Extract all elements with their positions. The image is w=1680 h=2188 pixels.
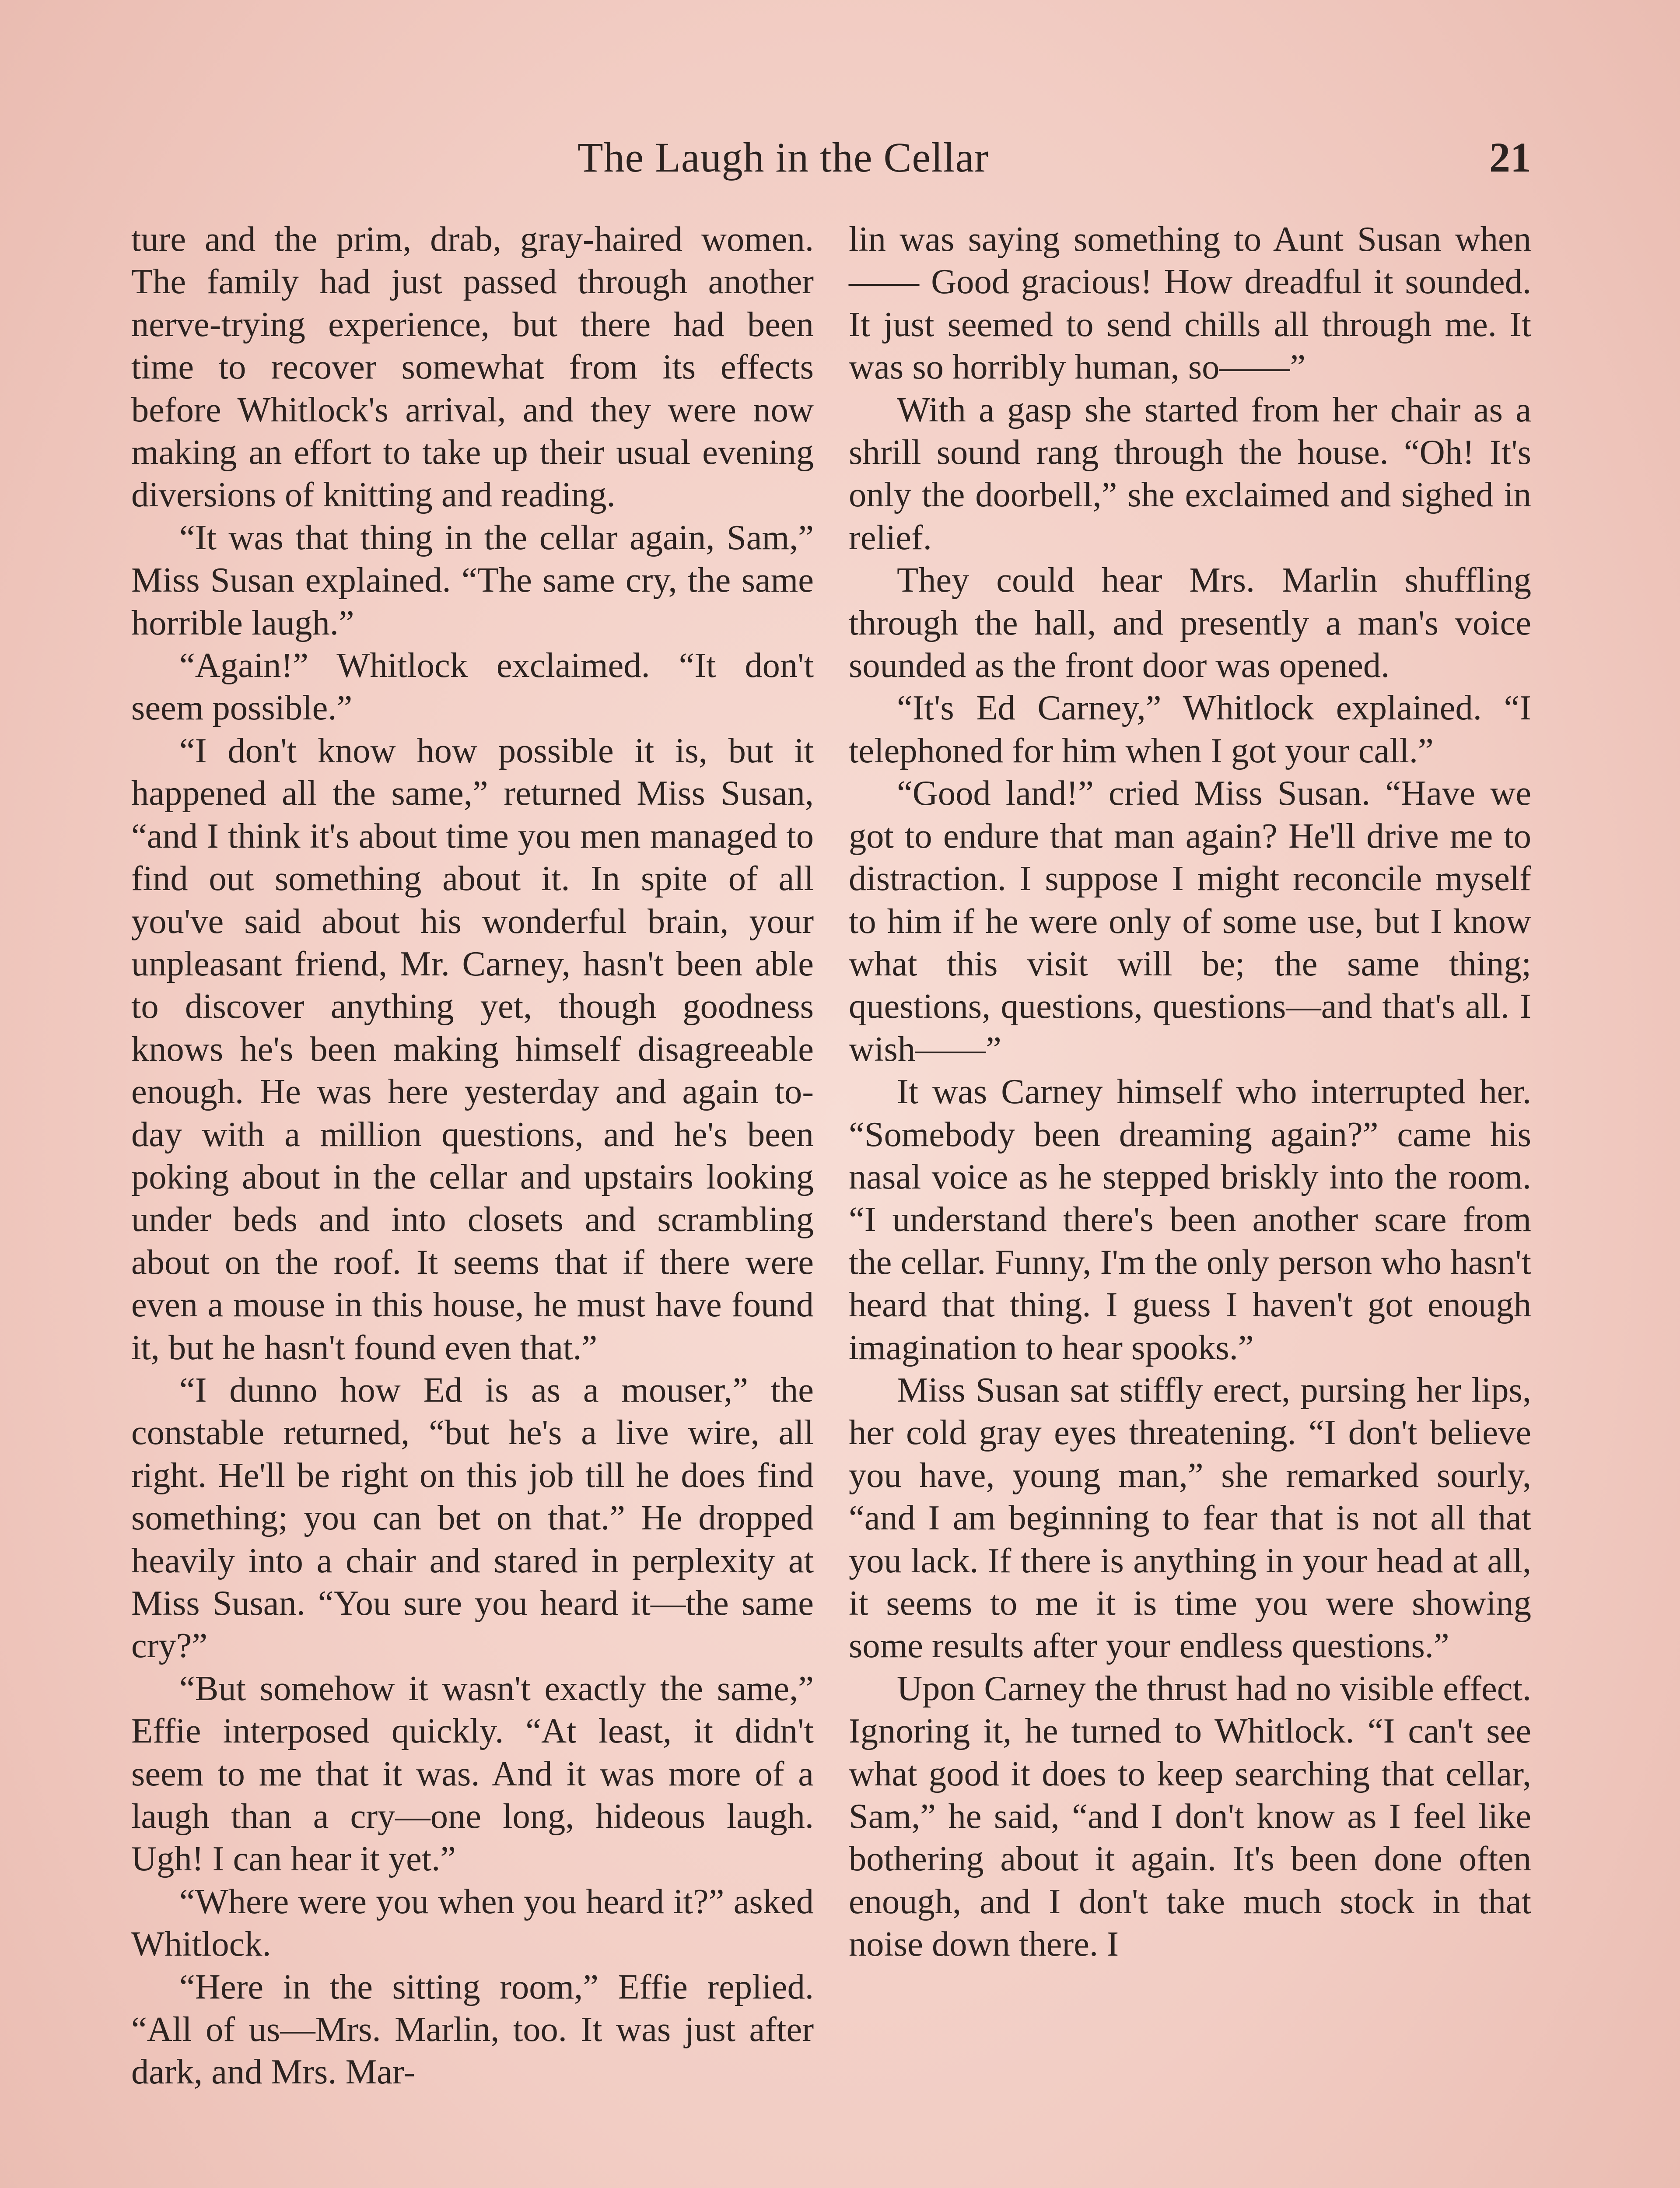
paragraph: “Again!” Whitlock exclaimed. “It don't seem possible.”	[131, 646, 814, 728]
paragraph: Upon Carney the thrust had no visible effect. Ignoring it, he turned to Whitlock. “I can't see what good it does to keep searching that cellar, Sam,” he said, “and I don't know as I feel like bothering about it again. It's been done often enough, and I don't take much stock in that noise down there. I	[849, 1669, 1531, 1964]
page-number: 21	[1489, 134, 1531, 181]
paragraph: “I don't know how possible it is, but it happened all the same,” returned Miss Susan, “and I think it's about time you men managed to find out something about it. In spite of all you've said about his wonderful brain, your unpleasant friend, Mr. Carney, hasn't been able to discover anything yet, though goodness knows he's been making himself disagreeable enough. He was here yesterday and again to-day with a million questions, and he's been poking about in the cellar and upstairs looking under beds and into closets and scrambling about on the roof. It seems that if there were even a mouse in this house, he must have found it, but he hasn't found even that.”	[131, 731, 814, 1367]
paragraph: With a gasp she started from her chair as a shrill sound rang through the house. “Oh! It's only the doorbell,” she exclaimed and sighed in relief.	[849, 390, 1531, 557]
left-column	[131, 218, 814, 2093]
paragraph: “I dunno how Ed is as a mouser,” the constable returned, “but he's a live wire, all right. He'll be right on this job till he does find something; you can bet on that.” He dropped heavily into a chair and stared in perplexity at Miss Susan. “You sure you heard it—the same cry?”	[131, 1370, 814, 1666]
paragraph: ture and the prim, drab, gray-haired women. The family had just passed through another nerve-trying experience, but there had been time to recover somewhat from its effects before Whitlock's arrival, and they were now making an effort to take up their usual evening diversions of knitting and reading.	[131, 220, 814, 515]
paragraph: “But somehow it wasn't exactly the same,” Effie interposed quickly. “At least, it didn't seem to me that it was. And it was more of a laugh than a cry—one long, hideous laugh. Ugh! I can hear it yet.”	[131, 1669, 814, 1879]
paragraph: “Where were you when you heard it?” asked Whitlock.	[131, 1882, 814, 1964]
paragraph: “Good land!” cried Miss Susan. “Have we got to endure that man again? He'll drive me to distraction. I suppose I might reconcile myself to him if he were only of some use, but I know what this visit will be; the same thing; questions, questions, questions—and that's all. I wish——”	[849, 774, 1531, 1069]
paragraph: They could hear Mrs. Marlin shuffling through the hall, and presently a man's voice sounded as the front door was opened.	[849, 561, 1531, 685]
paragraph-continuation: lin was saying something to Aunt Susan when—— Good gracious! How dreadful it sounded. It just seemed to send chills all through me. It was so horribly human, so——”	[849, 220, 1531, 387]
paragraph: “Here in the sitting room,” Effie replied. “All of us—Mrs. Marlin, too. It was just after dark, and Mrs. Mar-	[131, 1967, 814, 2092]
paragraph: “It was that thing in the cellar again, Sam,” Miss Susan explained. “The same cry, the same horrible laugh.”	[131, 518, 814, 642]
paragraph: It was Carney himself who interrupted her. “Somebody been dreaming again?” came his nasal voice as he stepped briskly into the room. “I understand there's been another scare from the cellar. Funny, I'm the only person who hasn't heard that thing. I guess I haven't got enough imagination to hear spooks.”	[849, 1072, 1531, 1367]
paragraph: “It's Ed Carney,” Whitlock explained. “I telephoned for him when I got your call.”	[849, 688, 1531, 770]
paragraph: Miss Susan sat stiffly erect, pursing her lips, her cold gray eyes threatening. “I don't believe you have, young man,” she remarked sourly, “and I am beginning to fear that is not all that you lack. If there is anything in your head at all, it seems to me it is time you were showing some results after your endless questions.”	[849, 1370, 1531, 1666]
running-title: The Laugh in the Cellar	[578, 134, 989, 181]
right-column	[849, 218, 1531, 1966]
page-header	[0, 127, 1680, 188]
